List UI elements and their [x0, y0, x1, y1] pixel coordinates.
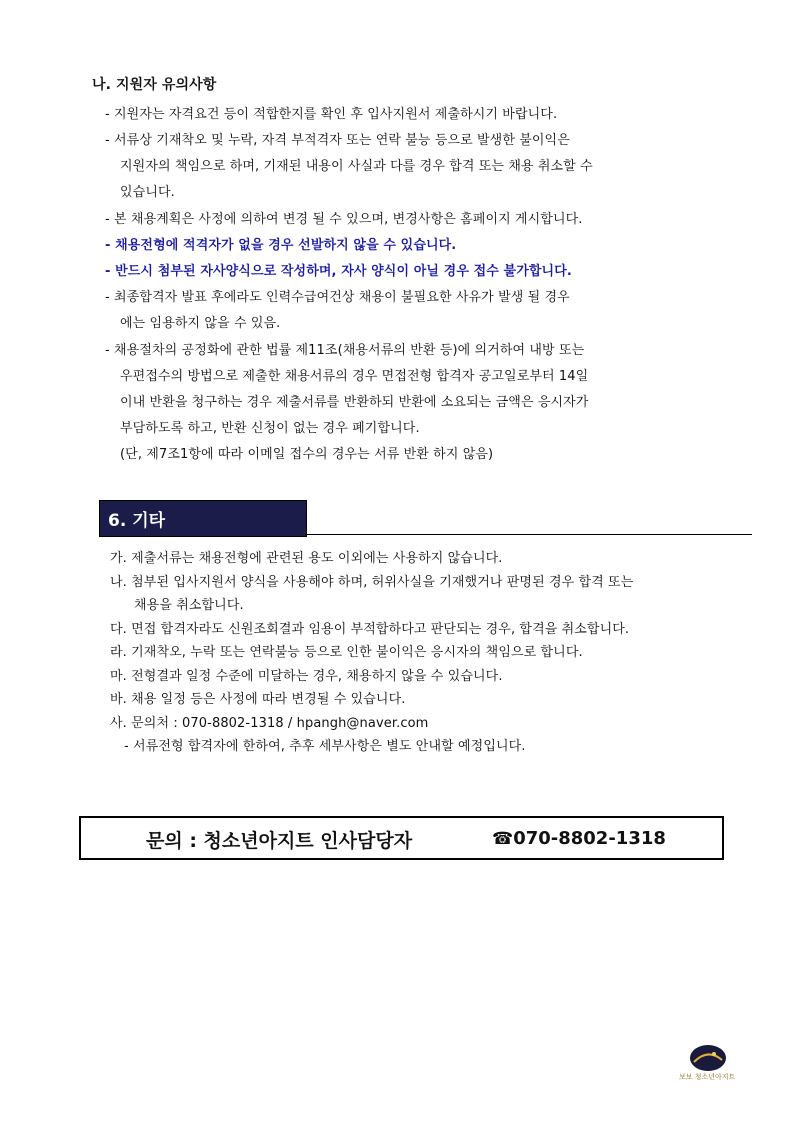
notice-line: 부담하도록 하고, 반환 신청이 없는 경우 폐기합니다. — [120, 421, 420, 436]
etc-line: 채용을 취소합니다. — [134, 598, 244, 613]
etc-line: 나. 첨부된 입사지원서 양식을 사용해야 하며, 허위사실을 기재했거나 판명된 경우 합격 또는 — [110, 575, 634, 590]
etc-line: 바. 채용 일정 등은 사정에 따라 변경될 수 있습니다. — [110, 692, 406, 707]
section-divider — [305, 534, 752, 535]
notice-line: (단, 제7조1항에 따라 이메일 접수의 경우는 서류 반환 하지 않음) — [120, 447, 494, 462]
notice-line: 지원자의 책임으로 하며, 기재된 내용이 사실과 다를 경우 합격 또는 채용 취소할 수 — [120, 159, 593, 174]
notice-line: 우편접수의 방법으로 제출한 채용서류의 경우 면접전형 합격자 공고일로부터 14일 — [120, 369, 589, 384]
notice-line: 에는 임용하지 않을 수 있음. — [120, 316, 281, 331]
etc-line: 가. 제출서류는 채용전형에 관련된 용도 이외에는 사용하지 않습니다. — [110, 551, 503, 566]
notice-line: - 서류상 기재착오 및 누락, 자격 부적격자 또는 연락 불능 등으로 발생한 불이익은 — [105, 133, 570, 148]
etc-line: 마. 전형결과 일정 수준에 미달하는 경우, 채용하지 않을 수 있습니다. — [110, 669, 503, 684]
logo-text: 보보 청소년아지트 — [679, 1073, 736, 1081]
notice-line: - 최종합격자 발표 후에라도 인력수급여건상 채용이 불필요한 사유가 발생 될 경우 — [105, 290, 570, 305]
contact-phone-number: 070-8802-1318 — [513, 828, 666, 849]
telephone-icon: ☎ — [492, 829, 514, 849]
contact-phone — [492, 828, 666, 849]
notice-line-highlight: - 채용전형에 적격자가 없을 경우 선발하지 않을 수 있습니다. — [105, 238, 457, 253]
notice-line: - 채용절차의 공정화에 관한 법률 제11조(채용서류의 반환 등)에 의거하여 내방 또는 — [105, 343, 585, 358]
contact-label: 문의 : 청소년아지트 인사담당자 — [146, 830, 413, 852]
etc-line: - 서류전형 합격자에 한하여, 추후 세부사항은 별도 안내할 예정입니다. — [124, 739, 526, 754]
notice-line: 있습니다. — [120, 185, 175, 200]
notice-line: 이내 반환을 청구하는 경우 제출서류를 반환하되 반환에 소요되는 금액은 응시자가 — [120, 395, 589, 410]
notice-line-highlight: - 반드시 첨부된 자사양식으로 작성하며, 자사 양식이 아닐 경우 접수 불가합니다. — [105, 264, 572, 279]
section-title: 6. 기타 — [108, 511, 166, 531]
notice-line: - 본 채용계획은 사정에 의하여 변경 될 수 있으며, 변경사항은 홈페이지 게시합니다. — [105, 212, 583, 227]
etc-line: 다. 면접 합격자라도 신원조회결과 임용이 부적합하다고 판단되는 경우, 합격을 취소합니다. — [110, 622, 630, 637]
section-heading: 나. 지원자 유의사항 — [92, 77, 217, 93]
etc-line: 사. 문의처 : 070-8802-1318 / hpangh@naver.com — [110, 716, 429, 731]
etc-line: 라. 기재착오, 누락 또는 연락불능 등으로 인한 불이익은 응시자의 책임으로 합니다. — [110, 645, 583, 660]
notice-line: - 지원자는 자격요건 등이 적합한지를 확인 후 입사지원서 제출하시기 바랍니다. — [105, 107, 558, 122]
